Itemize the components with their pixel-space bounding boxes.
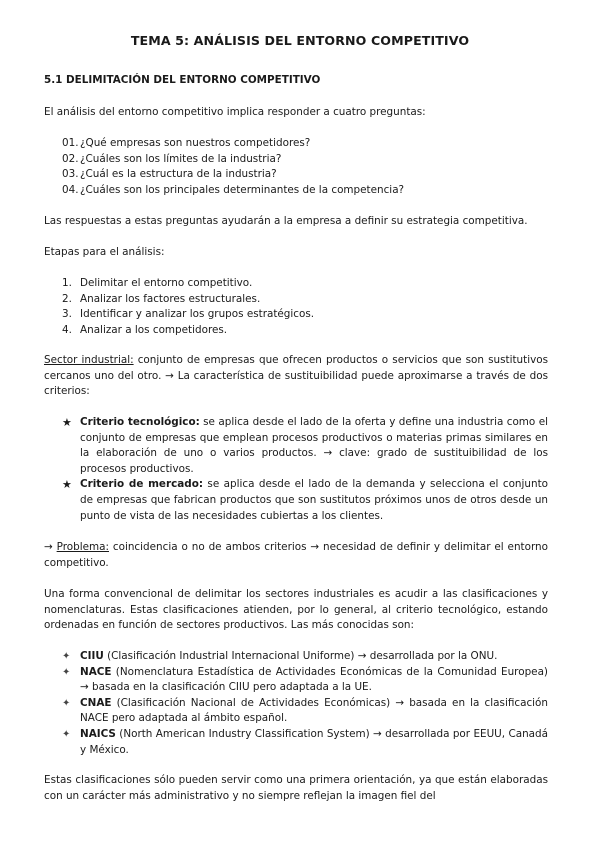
star-icon: ★ — [62, 478, 72, 492]
list-item-text — [80, 477, 548, 524]
list-item — [62, 415, 548, 477]
arrow-icon: → — [44, 541, 57, 553]
classification-text: (Nomenclatura Estadística de Actividades Económicas de la Comunidad Europea) → basada en la clasificación CIIU pero adaptada a la UE. — [80, 665, 548, 694]
list-item-text — [80, 696, 548, 727]
list-item — [62, 696, 548, 727]
list-item-text: Delimitar el entorno competitivo. — [80, 277, 253, 289]
sector-term: Sector industrial: — [44, 354, 134, 366]
list-item — [62, 727, 548, 758]
sparkle-bullet-icon: ✦ — [62, 697, 71, 709]
list-item-text: Analizar a los competidores. — [80, 323, 228, 336]
criterion-text: se aplica desde el lado de la oferta y define una industria como el conjunto de empresas que emplean procesos productivos o materias primas similares en la elaboración de uno o varios productos. → clave: grado de sustituibilidad de los procesos productivos. — [80, 416, 548, 475]
closing-paragraph: Estas clasificaciones sólo pueden servir como una primera orientación, ya que están elaboradas con un carácter más administrativo y no siempre reflejan la imagen fiel del — [44, 774, 548, 802]
classification-term: CNAE — [80, 696, 112, 709]
list-item — [62, 665, 548, 696]
list-item-number: 03. — [62, 168, 79, 181]
list-item — [62, 477, 548, 524]
list-item-text — [80, 649, 548, 665]
classifications-intro: Una forma convencional de delimitar los sectores industriales es acudir a las clasificaciones y nomenclaturas. Estas clasificaciones atienden, por lo general, al criterio tecnológico, estando ordenadas en función de sectores productivos. Las más conocidas son: — [44, 588, 548, 632]
sparkle-bullet-icon: ✦ — [62, 728, 71, 740]
classification-text: (Clasificación Nacional de Actividades Económicas) → basada en la clasificación NACE pero adaptada al ámbito español. — [80, 696, 548, 725]
list-item-number: 1. — [62, 277, 72, 289]
classification-text: (North American Industry Classification System) → desarrollada por EEUU, Canadá y México. — [80, 727, 548, 756]
list-item-text: ¿Qué empresas son nuestros competidores? — [80, 137, 311, 149]
problem-paragraph — [44, 540, 548, 571]
list-item — [62, 152, 548, 168]
list-item-number: 02. — [62, 152, 79, 165]
sparkle-bullet-icon: ✦ — [62, 651, 71, 662]
list-item — [62, 276, 548, 292]
list-item-text: Identificar y analizar los grupos estratégicos. — [80, 308, 315, 321]
criteria-list — [62, 415, 548, 524]
classification-text: (Clasificación Industrial Internacional Uniforme) → desarrollada por la ONU. — [103, 650, 498, 662]
list-item-text — [80, 415, 548, 477]
list-item-number: 3. — [62, 308, 72, 321]
classification-term: CIIU — [80, 650, 104, 662]
classifications-list — [62, 649, 548, 758]
list-item-text: Analizar los factores estructurales. — [80, 292, 261, 305]
problem-text: coincidencia o no de ambos criterios → necesidad de definir y delimitar el entorno competitivo. — [44, 541, 549, 569]
list-item-number: 01. — [62, 137, 79, 149]
criterion-term: Criterio tecnológico: — [80, 416, 200, 428]
classification-term: NACE — [80, 665, 112, 678]
problem-term: Problema: — [56, 541, 109, 553]
stages-list — [62, 276, 548, 338]
list-item-number: 4. — [62, 323, 72, 336]
list-item — [62, 183, 548, 199]
list-item-number: 04. — [62, 183, 79, 196]
list-item — [62, 323, 548, 339]
stages-label: Etapas para el análisis: — [44, 246, 165, 258]
classification-term: NAICS — [80, 727, 116, 740]
page-title: TEMA 5: ANÁLISIS DEL ENTORNO COMPETITIVO — [130, 33, 470, 48]
sector-text: conjunto de empresas que ofrecen productos o servicios que son sustitutivos cercanos uno del otro. → La característica de sustituibilidad puede aproximarse a través de dos criterios: — [44, 354, 549, 398]
criterion-term: Criterio de mercado: — [80, 478, 203, 491]
questions-list — [62, 136, 548, 198]
list-item-number: 2. — [62, 292, 72, 305]
list-item — [62, 292, 548, 308]
list-item — [62, 649, 548, 665]
criterion-text: se aplica desde el lado de la demanda y selecciona el conjunto de empresas que fabrican productos que son sustitutos próximos unos de otros desde un punto de vista de las necesidades cubiertas a los clientes. — [80, 478, 548, 522]
list-item-text: ¿Cuál es la estructura de la industria? — [80, 168, 277, 181]
list-item-text — [80, 665, 548, 696]
star-icon: ★ — [62, 416, 72, 429]
list-item-text: ¿Cuáles son los principales determinantes de la competencia? — [80, 183, 405, 196]
list-item-text — [80, 727, 548, 758]
list-item — [62, 136, 548, 152]
sparkle-bullet-icon: ✦ — [62, 666, 71, 678]
sector-paragraph — [44, 353, 548, 400]
answers-paragraph: Las respuestas a estas preguntas ayudarán a la empresa a definir su estrategia competitiva. — [44, 215, 528, 227]
list-item — [62, 307, 548, 323]
section-heading: 5.1 DELIMITACIÓN DEL ENTORNO COMPETITIVO — [44, 74, 321, 86]
intro-paragraph: El análisis del entorno competitivo implica responder a cuatro preguntas: — [44, 106, 426, 118]
list-item — [62, 167, 548, 183]
list-item-text: ¿Cuáles son los límites de la industria? — [80, 152, 282, 165]
